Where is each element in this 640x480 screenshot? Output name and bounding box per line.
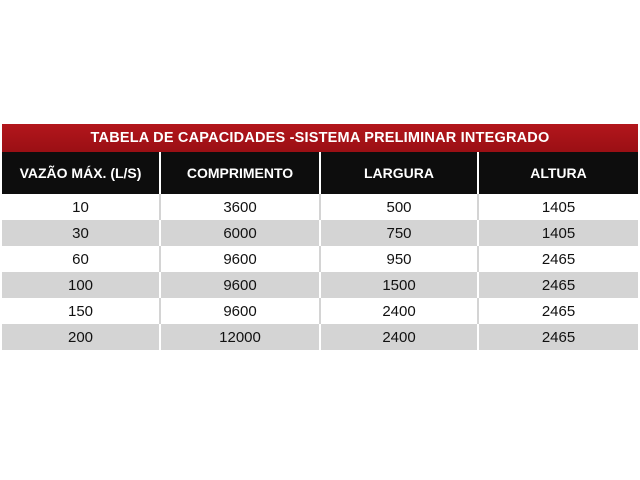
- cell-altura: 2465: [478, 272, 638, 298]
- cell-largura: 950: [320, 246, 478, 272]
- header-largura: LARGURA: [320, 152, 478, 194]
- cell-altura: 1405: [478, 220, 638, 246]
- cell-comprimento: 9600: [160, 298, 320, 324]
- cell-largura: 1500: [320, 272, 478, 298]
- table-title: TABELA DE CAPACIDADES -SISTEMA PRELIMINAR INTEGRADO: [2, 124, 638, 152]
- table-row: [2, 220, 638, 246]
- table-row: [2, 246, 638, 272]
- table-row: [2, 272, 638, 298]
- table-row: [2, 194, 638, 220]
- cell-comprimento: 12000: [160, 324, 320, 350]
- cell-largura: 500: [320, 194, 478, 220]
- cell-comprimento: 9600: [160, 272, 320, 298]
- table-row: [2, 324, 638, 350]
- cell-vazao: 10: [2, 194, 160, 220]
- cell-vazao: 200: [2, 324, 160, 350]
- capacity-table-container: [2, 124, 638, 350]
- cell-largura: 2400: [320, 298, 478, 324]
- cell-largura: 2400: [320, 324, 478, 350]
- cell-comprimento: 9600: [160, 246, 320, 272]
- cell-vazao: 150: [2, 298, 160, 324]
- cell-altura: 2465: [478, 246, 638, 272]
- cell-vazao: 30: [2, 220, 160, 246]
- cell-comprimento: 6000: [160, 220, 320, 246]
- cell-comprimento: 3600: [160, 194, 320, 220]
- header-row: [2, 152, 638, 194]
- cell-largura: 750: [320, 220, 478, 246]
- cell-vazao: 60: [2, 246, 160, 272]
- cell-altura: 2465: [478, 298, 638, 324]
- table-row: [2, 298, 638, 324]
- cell-altura: 2465: [478, 324, 638, 350]
- capacity-table: [2, 152, 638, 350]
- cell-altura: 1405: [478, 194, 638, 220]
- cell-vazao: 100: [2, 272, 160, 298]
- header-comprimento: COMPRIMENTO: [160, 152, 320, 194]
- header-altura: ALTURA: [478, 152, 638, 194]
- header-vazao: VAZÃO MÁX. (L/S): [2, 152, 160, 194]
